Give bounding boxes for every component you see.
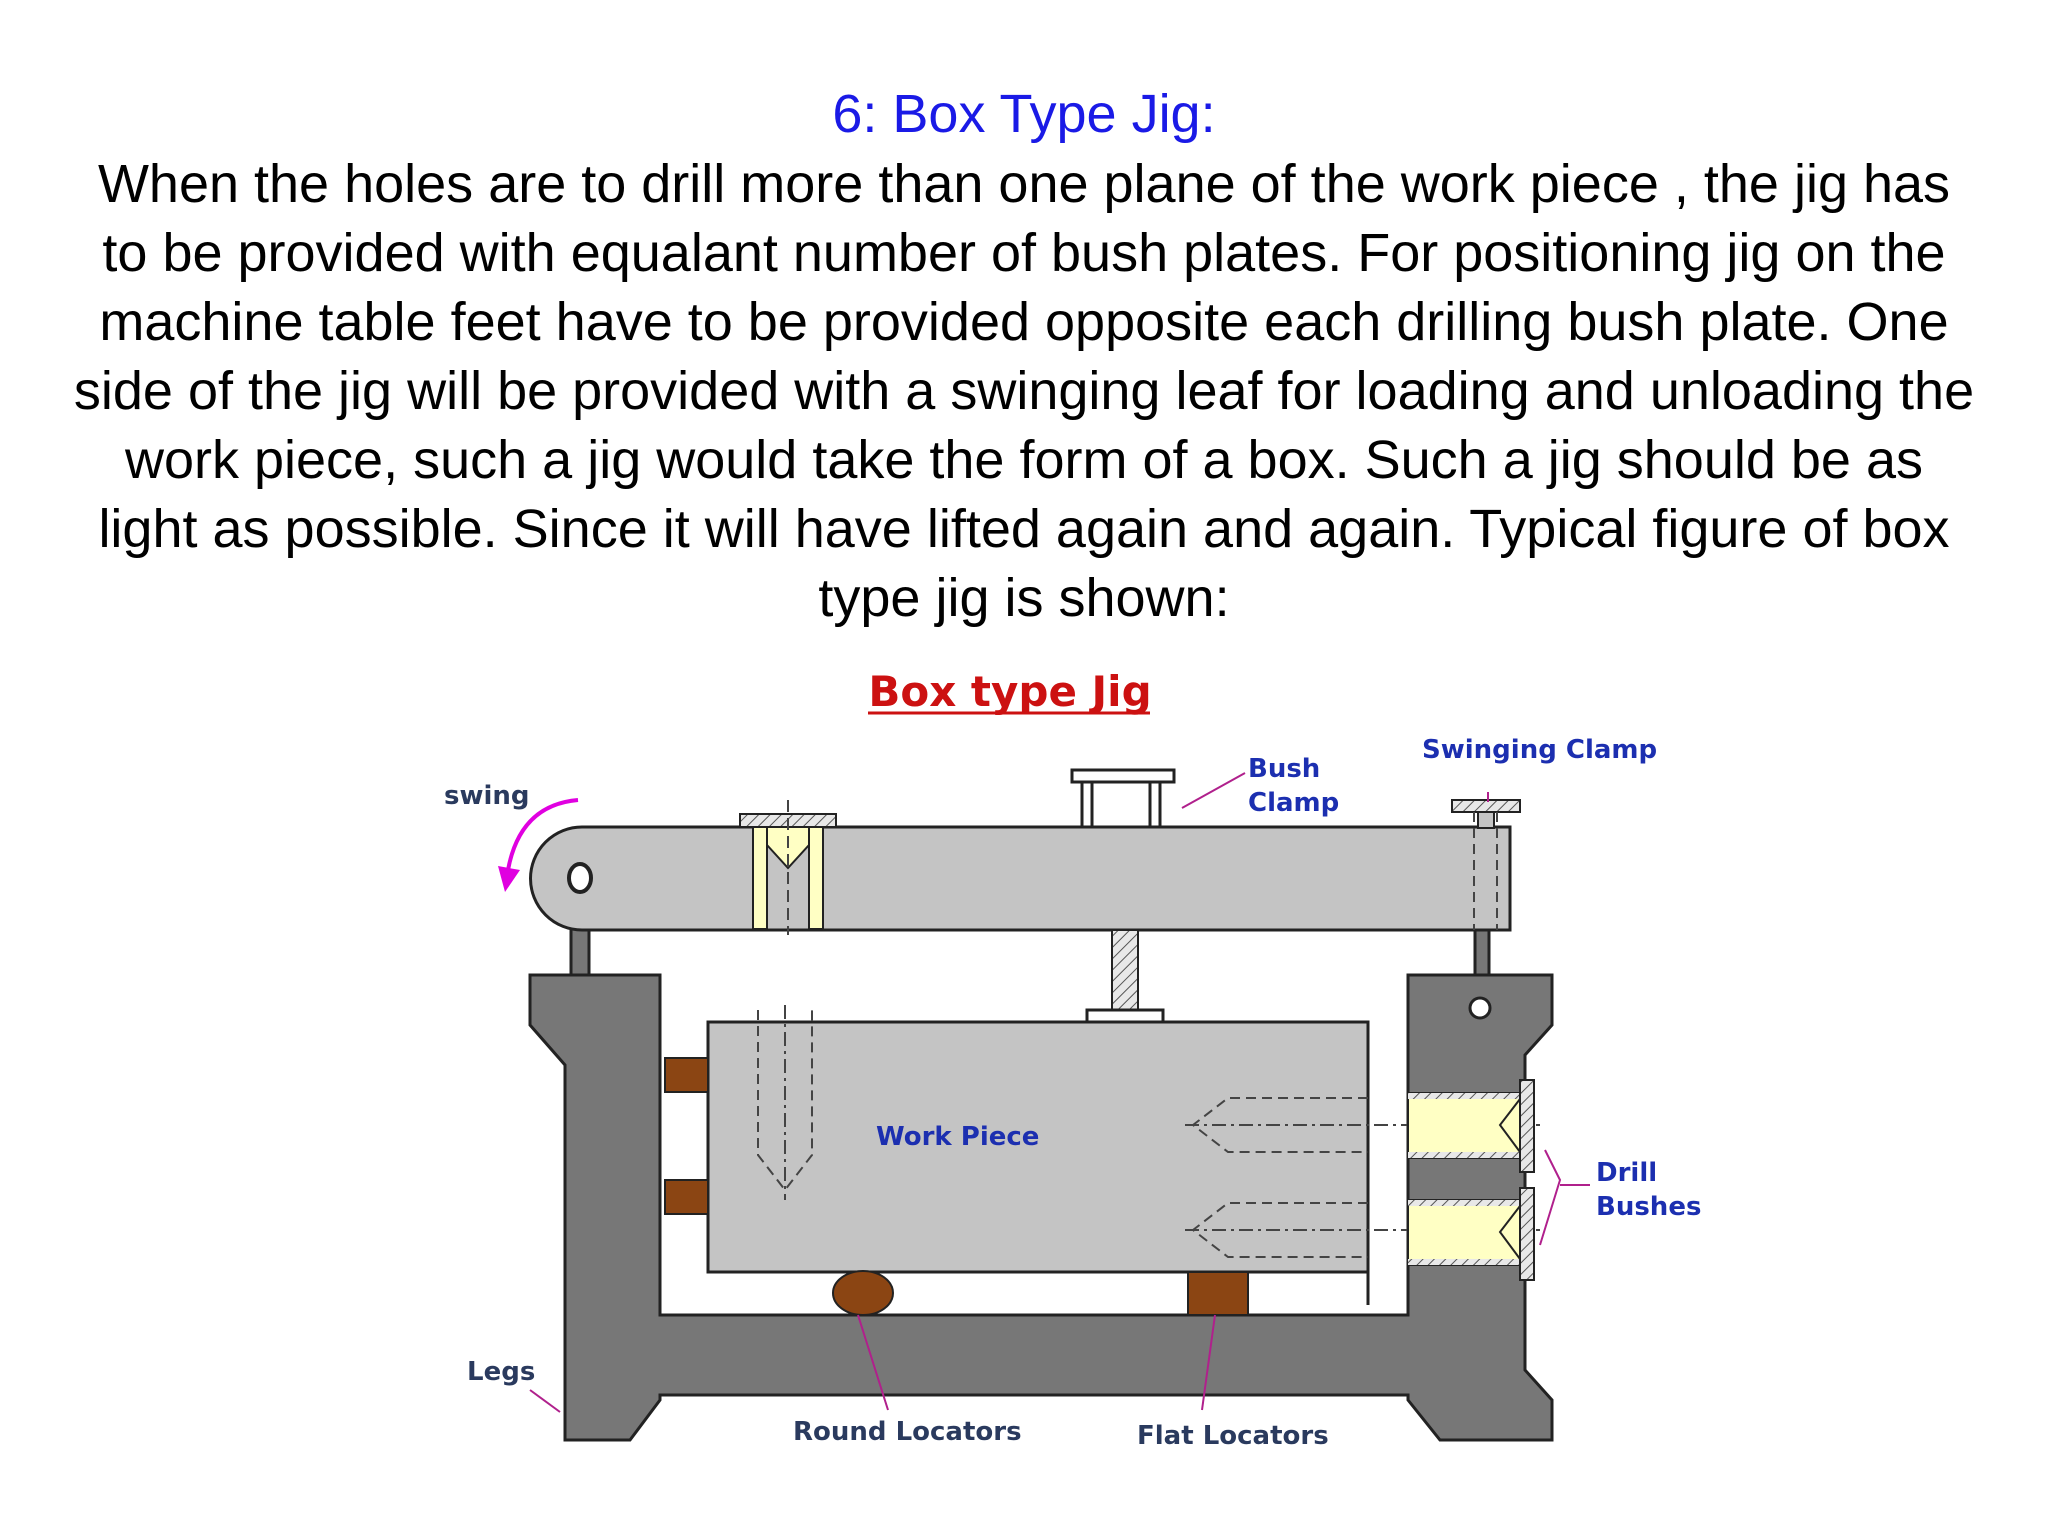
label-flat-locators: Flat Locators (1137, 1421, 1329, 1451)
label-drill: Drill (1596, 1158, 1658, 1188)
swing-post (571, 925, 589, 975)
swinging-clamp-head (1452, 800, 1520, 812)
hinge-pin (569, 864, 591, 892)
drill-bush-upper (1408, 1093, 1520, 1158)
frame-hole (1470, 998, 1490, 1018)
label-swinging-clamp: Swinging Clamp (1422, 735, 1658, 765)
label-swing: swing (444, 781, 530, 811)
clamp-pad (1087, 1010, 1163, 1022)
label-bushes: Bushes (1596, 1192, 1702, 1222)
drill-bush-lower (1408, 1200, 1520, 1265)
bush-clamp-handle (1072, 770, 1174, 782)
side-locator-lower (665, 1180, 708, 1214)
flat-locator (1188, 1272, 1248, 1315)
figure-title: Box type Jig (868, 667, 1152, 716)
round-locator (833, 1271, 893, 1315)
swinging-leaf (531, 827, 1511, 930)
bush-clamp-leg-left (1082, 782, 1092, 827)
slide-title: 6: Box Type Jig: (832, 84, 1216, 144)
slide-paragraph: When the holes are to drill more than one plane of the work piece , the jig has to be provided with equalant number of bush plates. For positioning jig on the machine table feet have to be provided opposite each drilling bush plate. One side of the jig will be provided with a swinging leaf for loading and unloading the work piece, such a jig would take the form of a box. Such a jig should be as light as possible. Since it will have lifted again and again. Typical figure of box type jig is shown: (73, 154, 1975, 628)
label-bush-clamp-line2: Clamp (1248, 788, 1340, 818)
side-locator-upper (665, 1058, 708, 1092)
label-legs: Legs (467, 1357, 536, 1387)
top-bush-body-right (809, 827, 823, 929)
label-work-piece: Work Piece (876, 1122, 1040, 1152)
swinging-clamp-pin (1478, 812, 1494, 828)
clamp-screw (1112, 930, 1138, 1010)
label-round-locators: Round Locators (793, 1417, 1022, 1447)
drill-bush-upper-flange (1520, 1080, 1534, 1172)
label-bush-clamp-line1: Bush (1248, 754, 1321, 784)
drill-bush-lower-flange (1520, 1188, 1534, 1280)
clamp-post (1475, 930, 1489, 975)
bush-clamp-leg-right (1150, 782, 1160, 827)
top-bush-body-left (753, 827, 767, 929)
